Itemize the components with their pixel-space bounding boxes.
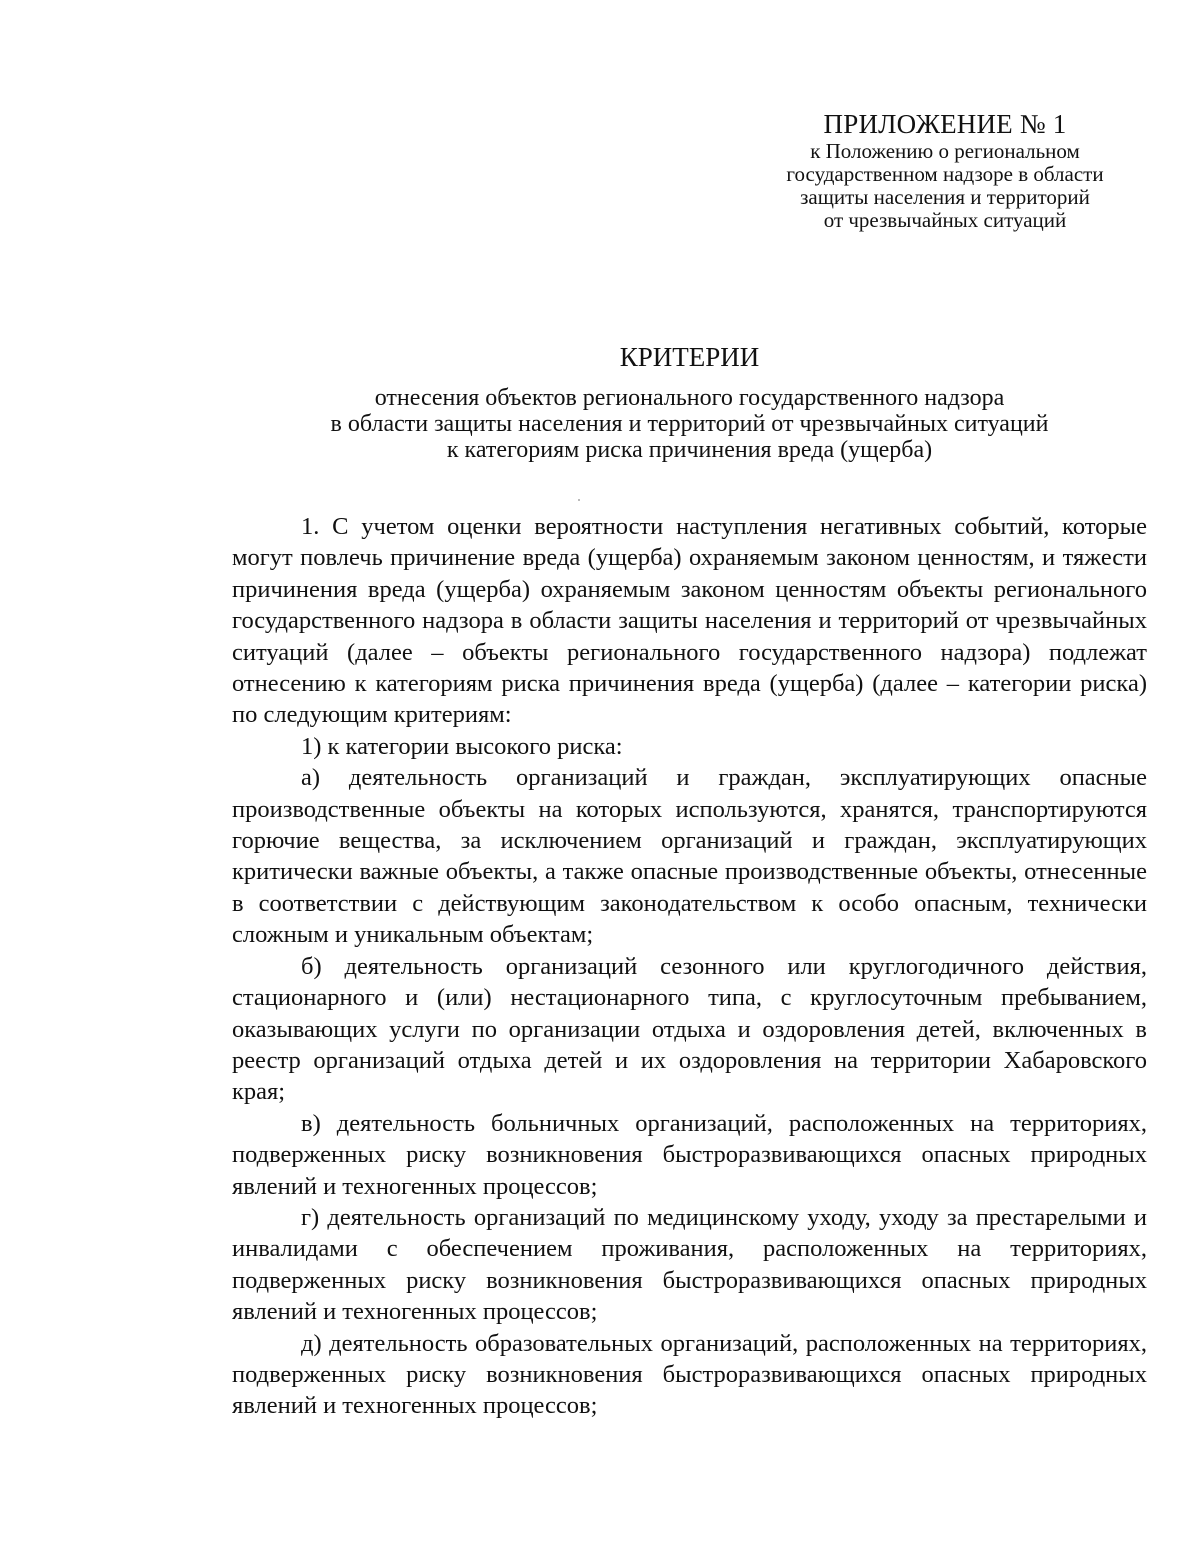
paragraph-high-risk: 1) к категории высокого риска: bbox=[301, 732, 623, 760]
paragraph-item-v: в) деятельность больничных организаций, расположенных на территориях, подверженных риску возникновения быстроразвивающихся опасных природных явлений и техногенных процессов; bbox=[232, 1109, 1147, 1200]
paragraph-item-d: д) деятельность образовательных организаций, расположенных на территориях, подверженных риску возникновения быстроразвивающихся опасных природных явлений и техногенных процессов; bbox=[232, 1329, 1147, 1420]
appendix-line: защиты населения и территорий bbox=[800, 185, 1090, 209]
paragraph-item-a: а) деятельность организаций и граждан, эксплуатирующих опасные производственные объекты на которых используются, хранятся, транспортируются горючие вещества, за исключением организаций и граждан, эксплуатирующих критически важные объекты, а также опасные производственные объекты, отнесенные в соответствии с действующим законодательством к особо опасным, технически сложным и уникальным объектам; bbox=[232, 764, 1147, 949]
appendix-line: к Положению о региональном bbox=[810, 139, 1080, 163]
criteria-subtitle-line: к категориям риска причинения вреда (ущерба) bbox=[446, 437, 933, 463]
appendix-line: от чрезвычайных ситуаций bbox=[823, 208, 1067, 232]
criteria-heading bbox=[232, 340, 1147, 463]
paragraph-item-g: г) деятельность организаций по медицинскому уходу, уходу за престарелыми и инвалидами с обеспечением проживания, расположенных на территориях, подверженных риску возникновения быстроразвивающихся опасных природных явлений и техногенных процессов; bbox=[232, 1203, 1147, 1326]
criteria-title: КРИТЕРИИ bbox=[619, 342, 760, 372]
document-body bbox=[232, 511, 1147, 1422]
paragraph-item-b: б) деятельность организаций сезонного или круглогодичного действия, стационарного и (или) нестационарного типа, с круглосуточным пребыванием, оказывающих услуги по организации отдыха и оздоровления детей, включенных в реестр организаций отдыха детей и их оздоровления на территории Хабаровского края; bbox=[232, 952, 1147, 1106]
paragraph-1: 1. С учетом оценки вероятности наступления негативных событий, которые могут повлечь причинение вреда (ущерба) охраняемым законом ценностям, и тяжести причинения вреда (ущерба) охраняемым законом ценностям объекты регионального государственного надзора в области защиты населения и территорий от чрезвычайных ситуаций (далее – объекты регионального государственного надзора) подлежат отнесению к категориям риска причинения вреда (ущерба) (далее – категории риска) по следующим критериям: bbox=[232, 513, 1147, 729]
appendix-header bbox=[760, 108, 1130, 232]
criteria-subtitle-line: в области защиты населения и территорий от чрезвычайных ситуаций bbox=[330, 411, 1049, 437]
scan-artifact bbox=[578, 499, 580, 501]
appendix-title: ПРИЛОЖЕНИЕ № 1 bbox=[823, 109, 1067, 139]
appendix-line: государственном надзоре в области bbox=[786, 162, 1104, 186]
criteria-subtitle-line: отнесения объектов регионального государственного надзора bbox=[374, 385, 1005, 411]
